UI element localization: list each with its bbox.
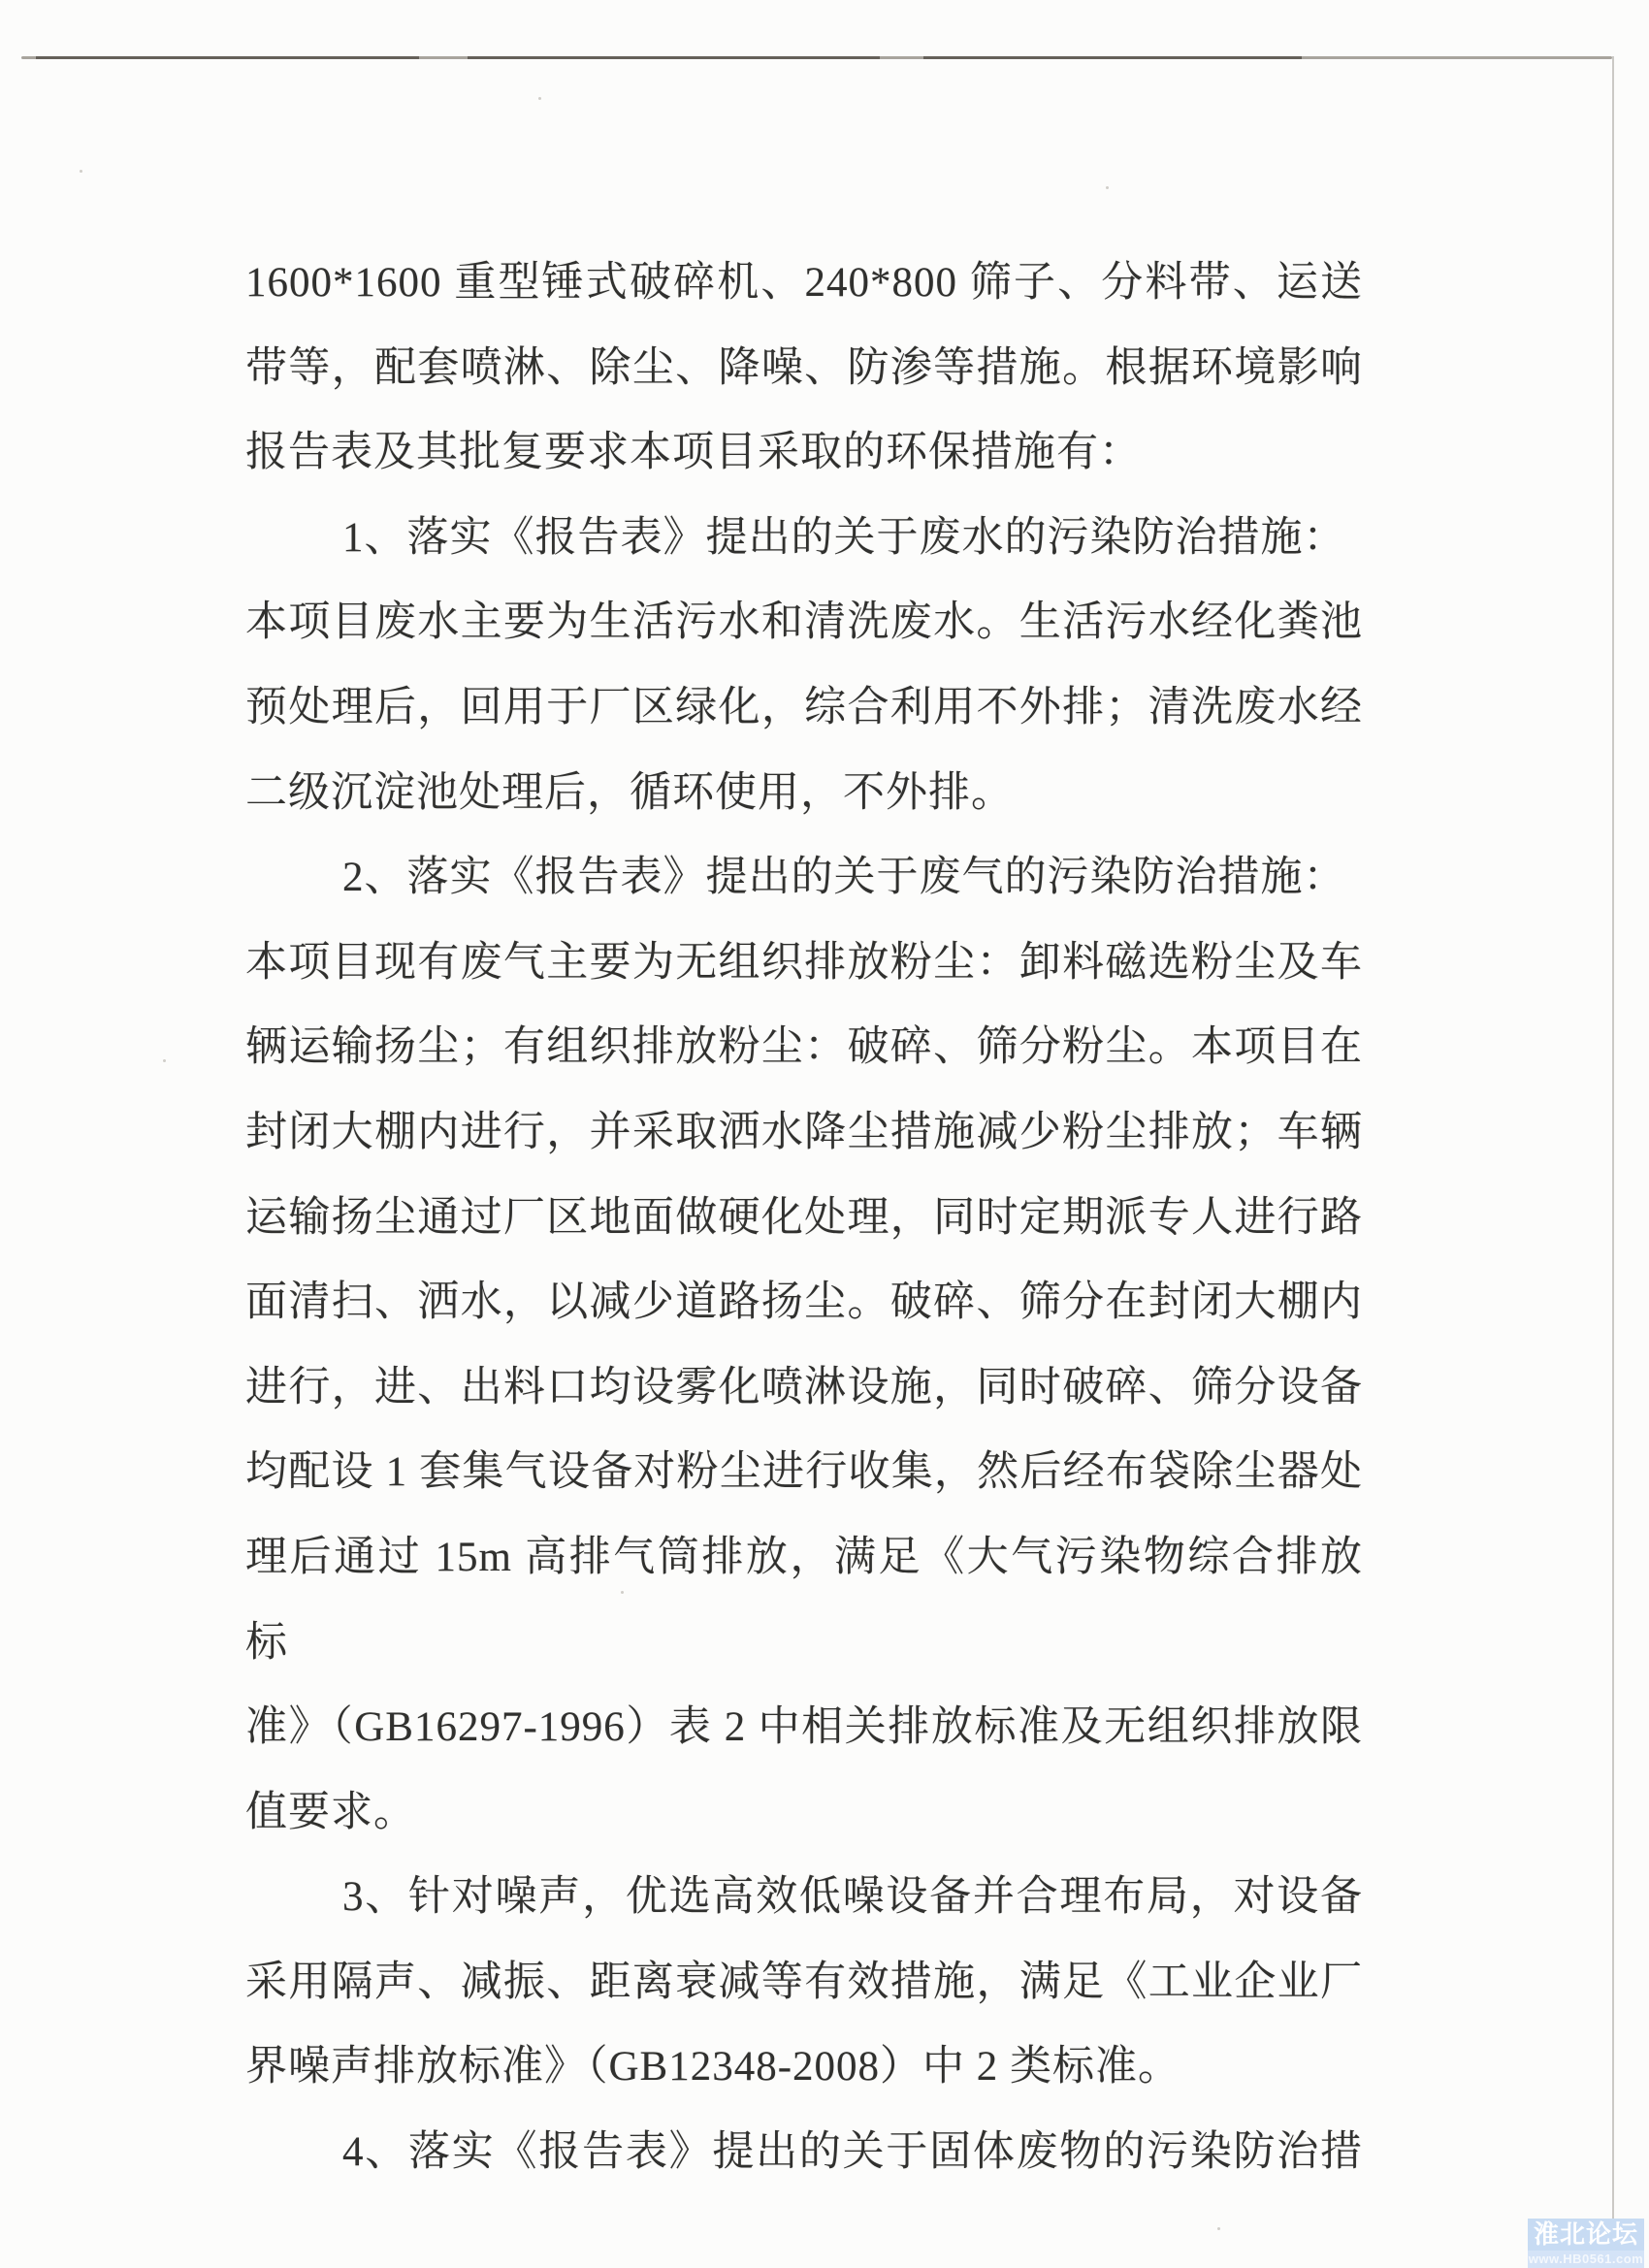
scan-speck <box>1106 186 1109 189</box>
text-line: 报告表及其批复要求本项目采取的环保措施有： <box>245 430 1142 476</box>
text-line: 运输扬尘通过厂区地面做硬化处理，同时定期派专人进行路 <box>245 1194 1363 1241</box>
text-line: 理后通过 15m 高排气筒排放，满足《大气污染物综合排放标 <box>245 1534 1363 1666</box>
text-line: 准》（GB16297-1996）表 2 中相关排放标准及无组织排放限 <box>245 1704 1363 1751</box>
text-line: 采用隔声、减振、距离衰减等有效措施，满足《工业企业厂 <box>245 1959 1363 2005</box>
text-line: 本项目现有废气主要为无组织排放粉尘：卸料磁选粉尘及车 <box>245 939 1363 986</box>
scan-speck <box>1217 2227 1220 2230</box>
text-line: 值要求。 <box>245 1789 416 1835</box>
text-line: 辆运输扬尘；有组织排放粉尘：破碎、筛分粉尘。本项目在 <box>245 1024 1363 1071</box>
scan-artifact-page-edge <box>1612 56 1614 2268</box>
forum-watermark-badge <box>1528 2219 1644 2268</box>
text-line: 1、落实《报告表》提出的关于废水的污染防治措施： <box>342 514 1346 561</box>
text-line: 均配设 1 套集气设备对粉尘进行收集，然后经布袋除尘器处 <box>245 1449 1363 1496</box>
watermark-site-name: 淮北论坛 <box>1528 2219 1644 2251</box>
text-line: 预处理后，回用于厂区绿化，综合利用不外排；清洗废水经 <box>245 684 1363 730</box>
watermark-site-url: www.HB0561.com <box>1528 2252 1644 2266</box>
text-line: 带等，配套喷淋、除尘、降噪、防渗等措施。根据环境影响 <box>245 344 1363 391</box>
text-line: 封闭大棚内进行，并采取洒水降尘措施减少粉尘排放；车辆 <box>245 1109 1363 1155</box>
scan-speck <box>80 170 82 173</box>
scan-artifact-top-line <box>21 56 1612 59</box>
text-line: 面清扫、洒水，以减少道路扬尘。破碎、筛分在封闭大棚内 <box>245 1280 1363 1326</box>
text-line: 本项目废水主要为生活污水和清洗废水。生活污水经化粪池 <box>245 599 1363 646</box>
text-line: 进行，进、出料口均设雾化喷淋设施，同时破碎、筛分设备 <box>245 1364 1363 1410</box>
scan-speck <box>163 1059 166 1062</box>
text-line: 3、针对噪声，优选高效低噪设备并合理布局，对设备 <box>342 1874 1363 1921</box>
text-line: 4、落实《报告表》提出的关于固体废物的污染防治措 <box>342 2129 1363 2176</box>
scan-speck <box>538 97 541 100</box>
text-line: 二级沉淀池处理后，循环使用，不外排。 <box>245 769 1014 816</box>
text-line: 1600*1600 重型锤式破碎机、240*800 筛子、分料带、运送 <box>245 260 1363 306</box>
document-text-block <box>245 241 1363 2195</box>
text-line: 2、落实《报告表》提出的关于废气的污染防治措施： <box>342 855 1346 901</box>
text-line: 界噪声排放标准》（GB12348-2008）中 2 类标准。 <box>245 2044 1181 2090</box>
